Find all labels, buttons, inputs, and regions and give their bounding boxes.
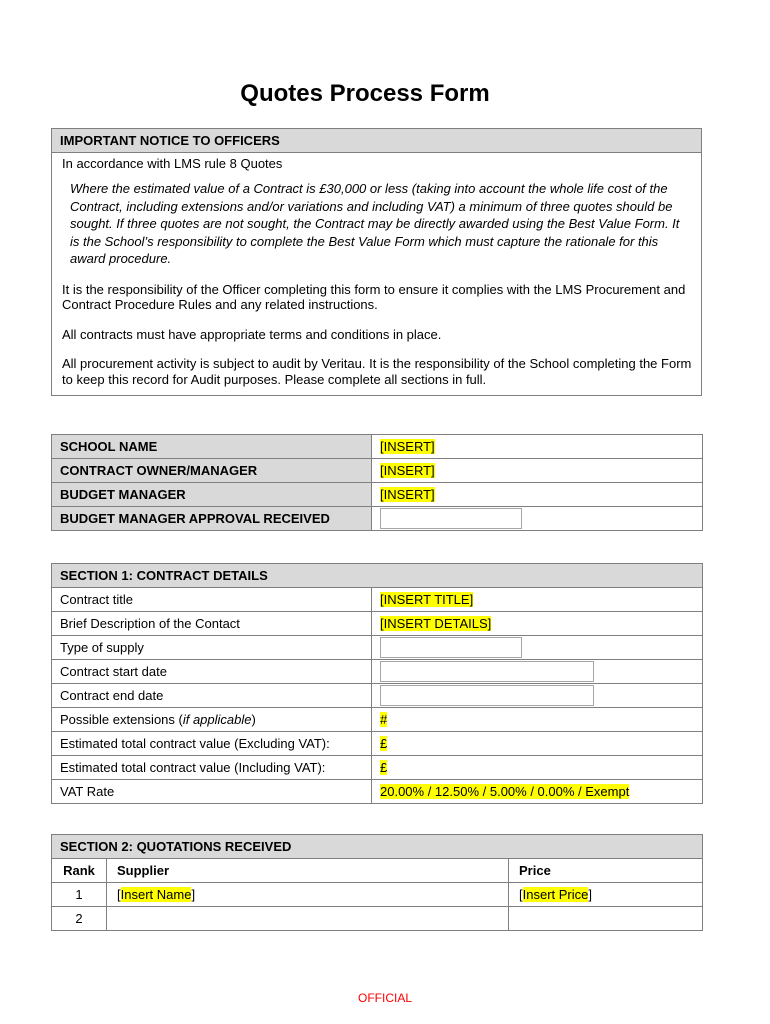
school-name-value[interactable]: [INSERT] bbox=[380, 439, 435, 454]
table-row bbox=[52, 435, 703, 459]
budget-manager-label: BUDGET MANAGER bbox=[52, 483, 372, 507]
extensions-value[interactable]: # bbox=[380, 712, 388, 727]
table-row bbox=[52, 907, 703, 931]
extensions-label: Possible extensions (if applicable) bbox=[52, 708, 372, 732]
contract-title-field[interactable] bbox=[372, 588, 703, 612]
supplier-column-header: Supplier bbox=[107, 859, 509, 883]
table-row bbox=[52, 732, 703, 756]
contract-owner-label: CONTRACT OWNER/MANAGER bbox=[52, 459, 372, 483]
supply-type-cell bbox=[372, 636, 703, 660]
table-row bbox=[52, 588, 703, 612]
table-row bbox=[52, 507, 703, 531]
value-excl-vat-value[interactable]: £ bbox=[380, 736, 388, 751]
budget-approval-label: BUDGET MANAGER APPROVAL RECEIVED bbox=[52, 507, 372, 531]
supplier-cell[interactable]: [Insert Name] bbox=[107, 883, 509, 907]
school-name-label: SCHOOL NAME bbox=[52, 435, 372, 459]
table-row bbox=[52, 483, 703, 507]
notice-lms-rule-text: Where the estimated value of a Contract is £30,000 or less (taking into account the whole life cost of the Contract, including extensions and/or variations and including VAT) a minimum of three quotes should be sought. If three quotes are not sought, the Contract may be directly awarded using the Best Value Form. It is the School’s responsibility to complete the Best Value Form which must capture the rationale for this award procedure. bbox=[70, 181, 680, 266]
value-incl-vat-value[interactable]: £ bbox=[380, 760, 388, 775]
budget-approval-input[interactable] bbox=[380, 508, 522, 529]
notice-terms-text: All contracts must have appropriate terms and conditions in place. bbox=[62, 326, 442, 342]
value-incl-vat-label: Estimated total contract value (Including VAT): bbox=[52, 756, 372, 780]
price-cell[interactable] bbox=[509, 907, 703, 931]
start-date-input[interactable] bbox=[380, 661, 594, 682]
notice-intro: In accordance with LMS rule 8 Quotes bbox=[62, 156, 283, 171]
section1-heading: SECTION 1: CONTRACT DETAILS bbox=[52, 564, 703, 588]
vat-rate-label: VAT Rate bbox=[52, 780, 372, 804]
supply-type-label: Type of supply bbox=[52, 636, 372, 660]
notice-responsibility-text: It is the responsibility of the Officer completing this form to ensure it complies with the LMS Procurement and Contract Procedure Rules and any related instructions. bbox=[62, 281, 686, 312]
price-column-header: Price bbox=[509, 859, 703, 883]
value-excl-vat-label: Estimated total contract value (Excluding VAT): bbox=[52, 732, 372, 756]
table-row bbox=[52, 708, 703, 732]
supplier-cell[interactable] bbox=[107, 907, 509, 931]
table-header-row bbox=[52, 859, 703, 883]
notice-heading: IMPORTANT NOTICE TO OFFICERS bbox=[52, 129, 702, 153]
table-row bbox=[52, 459, 703, 483]
end-date-label: Contract end date bbox=[52, 684, 372, 708]
table-row bbox=[52, 612, 703, 636]
table-row bbox=[52, 684, 703, 708]
notice-body bbox=[52, 153, 702, 396]
extensions-field[interactable] bbox=[372, 708, 703, 732]
end-date-cell bbox=[372, 684, 703, 708]
budget-manager-value[interactable]: [INSERT] bbox=[380, 487, 435, 502]
official-footer: OFFICIAL bbox=[357, 991, 412, 1005]
school-name-field[interactable] bbox=[372, 435, 703, 459]
rank-column-header: Rank bbox=[52, 859, 107, 883]
table-row bbox=[52, 883, 703, 907]
table-row bbox=[52, 780, 703, 804]
table-row bbox=[52, 660, 703, 684]
contract-title-label: Contract title bbox=[52, 588, 372, 612]
vat-rate-field[interactable] bbox=[372, 780, 703, 804]
table-row bbox=[52, 636, 703, 660]
value-incl-vat-field[interactable] bbox=[372, 756, 703, 780]
contract-details-table bbox=[51, 563, 703, 804]
budget-approval-cell bbox=[372, 507, 703, 531]
supplier-value[interactable]: Insert Name bbox=[120, 887, 192, 902]
price-cell[interactable]: [Insert Price] bbox=[509, 883, 703, 907]
description-field[interactable] bbox=[372, 612, 703, 636]
quotations-table bbox=[51, 834, 703, 931]
rank-cell: 1 bbox=[52, 883, 107, 907]
contract-owner-field[interactable] bbox=[372, 459, 703, 483]
rank-cell: 2 bbox=[52, 907, 107, 931]
description-value[interactable]: [INSERT DETAILS] bbox=[380, 616, 492, 631]
contract-title-value[interactable]: [INSERT TITLE] bbox=[380, 592, 474, 607]
start-date-label: Contract start date bbox=[52, 660, 372, 684]
vat-rate-value[interactable]: 20.00% / 12.50% / 5.00% / 0.00% / Exempt bbox=[380, 784, 630, 799]
end-date-input[interactable] bbox=[380, 685, 594, 706]
description-label: Brief Description of the Contact bbox=[52, 612, 372, 636]
price-value[interactable]: Insert Price bbox=[522, 887, 589, 902]
school-info-table bbox=[51, 434, 703, 531]
supply-type-input[interactable] bbox=[380, 637, 522, 658]
notice-box bbox=[51, 128, 702, 396]
notice-audit-text: All procurement activity is subject to audit by Veritau. It is the responsibility of the School completing the Form to keep this record for Audit purposes. Please complete all sections in full. bbox=[62, 356, 692, 387]
table-row bbox=[52, 756, 703, 780]
page-title: Quotes Process Form bbox=[240, 80, 490, 107]
contract-owner-value[interactable]: [INSERT] bbox=[380, 463, 435, 478]
budget-manager-field[interactable] bbox=[372, 483, 703, 507]
start-date-cell bbox=[372, 660, 703, 684]
value-excl-vat-field[interactable] bbox=[372, 732, 703, 756]
section2-heading: SECTION 2: QUOTATIONS RECEIVED bbox=[52, 835, 703, 859]
